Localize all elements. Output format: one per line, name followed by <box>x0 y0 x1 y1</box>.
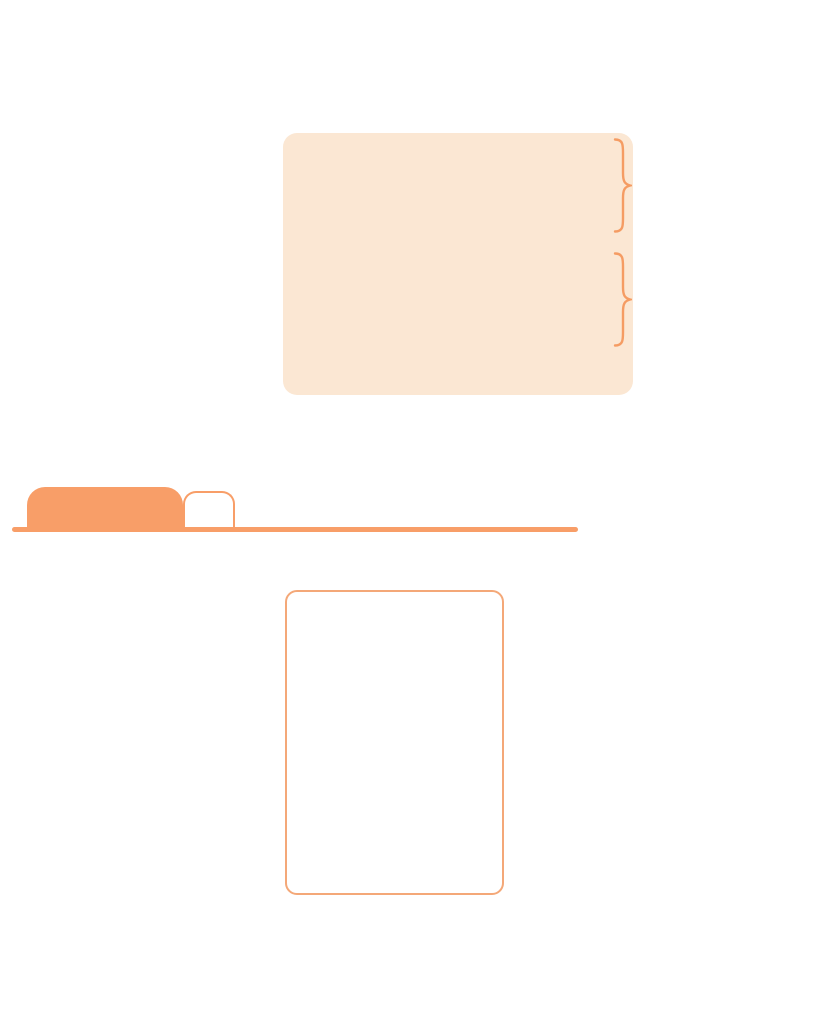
stanza-brace-icon <box>612 137 632 234</box>
practice-number-tab <box>183 491 235 527</box>
stanza-brace-icon <box>612 251 632 348</box>
song-verse-box <box>283 133 633 395</box>
practice-banner-tab <box>27 487 183 532</box>
banner-rule <box>12 527 578 532</box>
exercise-poem-box <box>285 590 504 895</box>
